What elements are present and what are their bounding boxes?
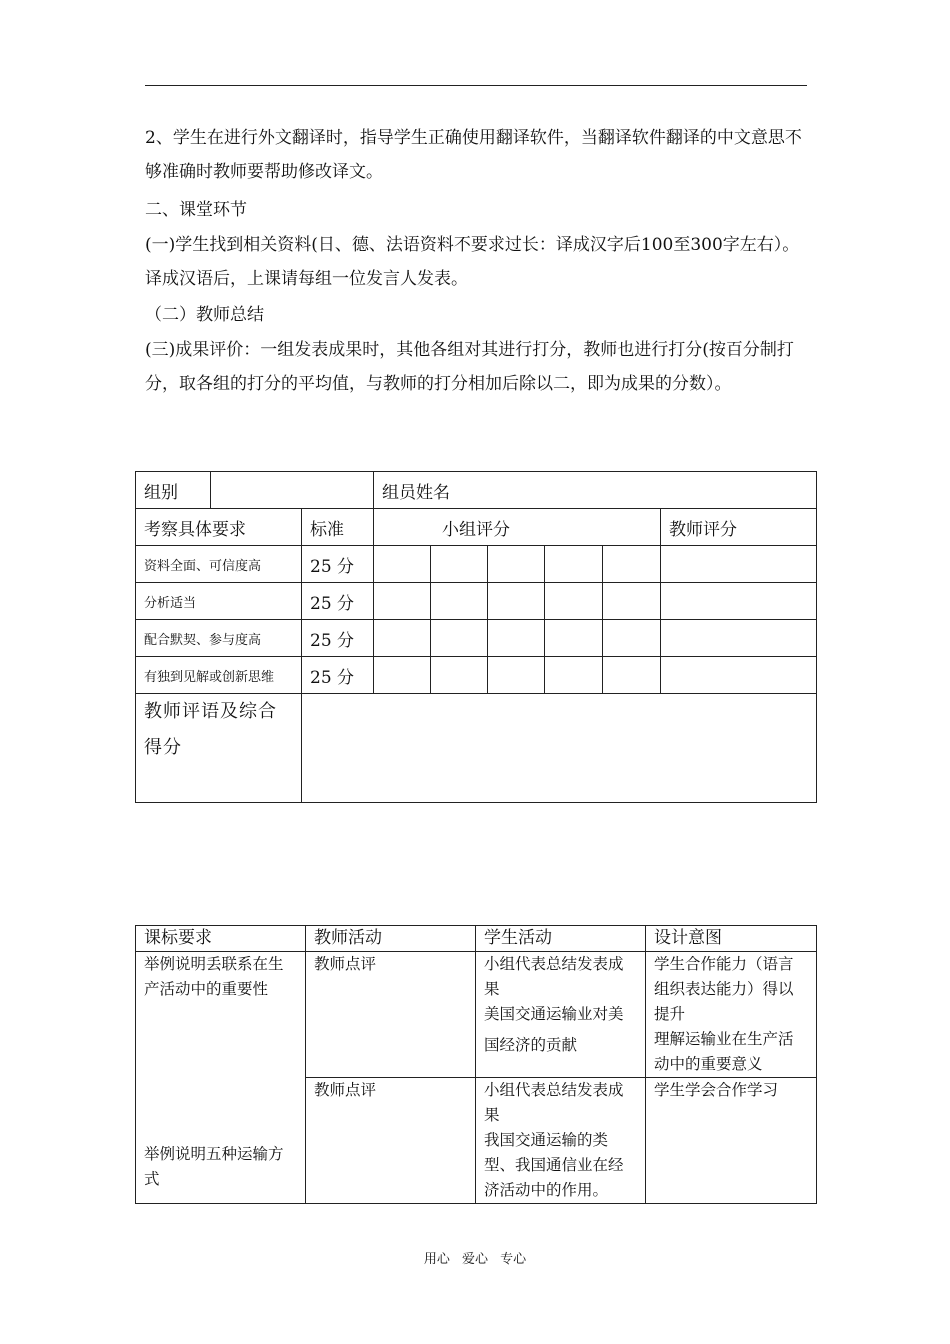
paragraph-step-one: (一)学生找到相关资料(日、德、法语资料不要求过长：译成汉字后100至300字左右）。译成汉语后，上课请每组一位发言人发表。 [145,235,800,289]
group-score-cell[interactable] [431,620,488,657]
teacher-comment-cell[interactable] [302,694,817,803]
group-score-cell[interactable] [431,657,488,694]
student-activity-2-summary: 小组代表总结发表成果 [484,1081,624,1124]
header-rule [145,85,807,86]
teacher-score-cell[interactable] [661,583,817,620]
group-score-cell[interactable] [488,620,545,657]
group-score-cell[interactable] [488,657,545,694]
teacher-score-cell[interactable] [661,620,817,657]
group-score-cell[interactable] [545,657,603,694]
student-activity-1-topic: 美国交通运输业对美 [484,1005,624,1023]
group-score-cell[interactable] [603,583,661,620]
group-score-cell[interactable] [603,546,661,583]
lesson-plan-table [135,925,817,1204]
standard-header: 标准 [302,509,374,546]
header-student-activity: 学生活动 [476,926,646,952]
group-score-cell[interactable] [545,546,603,583]
header-standard-requirement: 课标要求 [136,926,306,952]
paragraph-step-three: (三)成果评价：一组发表成果时，其他各组对其进行打分，教师也进行打分(按百分制打分，取各组的打分的平均值，与教师的打分相加后除以二，即为成果的分数）。 [145,340,794,394]
requirements-header: 考察具体要求 [136,509,302,546]
teacher-score-cell[interactable] [661,546,817,583]
requirement-importance: 举例说明丢联系在生产活动中的重要性 [144,955,284,998]
teacher-score-cell[interactable] [661,657,817,694]
design-intent-1-understanding: 理解运输业在生产活动中的重要意义 [654,1030,794,1073]
student-activity-2 [476,1078,646,1204]
requirements-cell [136,952,306,1204]
group-score-cell[interactable] [374,620,431,657]
teacher-comment-label: 教师评语及综合得分 [136,694,302,803]
group-score-cell[interactable] [431,583,488,620]
criterion-label: 有独到见解或创新思维 [136,657,302,694]
student-activity-2-topic: 我国交通运输的类型、我国通信业在经济活动中的作用。 [484,1131,624,1199]
group-score-cell[interactable] [603,657,661,694]
criterion-standard: 25 分 [302,583,374,620]
design-intent-1 [646,952,817,1078]
student-activity-1-topic-cont: 国经济的贡献 [484,1036,578,1054]
group-score-cell[interactable] [374,583,431,620]
paragraph-step-two: （二）教师总结 [145,305,264,325]
criterion-row [136,620,817,657]
group-score-cell[interactable] [603,620,661,657]
criterion-label: 分析适当 [136,583,302,620]
teacher-score-header: 教师评分 [661,509,817,546]
design-intent-1-ability: 学生合作能力（语言组织表达能力）得以提升 [654,955,794,1023]
criterion-row [136,583,817,620]
group-score-cell[interactable] [488,583,545,620]
criterion-label: 资料全面、可信度高 [136,546,302,583]
header-design-intent: 设计意图 [646,926,817,952]
requirement-transport-modes: 举例说明五种运输方式 [144,1145,284,1188]
paragraph-translation-guidance: 2、学生在进行外文翻译时，指导学生正确使用翻译软件，当翻译软件翻译的中文意思不够准确时教师要帮助修改译文。 [145,128,802,182]
group-label: 组别 [136,472,211,509]
group-score-cell[interactable] [488,546,545,583]
criterion-label: 配合默契、参与度高 [136,620,302,657]
group-score-cell[interactable] [374,546,431,583]
student-activity-1-summary: 小组代表总结发表成果 [484,955,624,998]
group-score-cell[interactable] [545,620,603,657]
group-score-header: 小组评分 [374,509,661,546]
score-table [135,471,817,803]
design-intent-2: 学生学会合作学习 [646,1078,817,1204]
group-score-cell[interactable] [545,583,603,620]
teacher-activity-2: 教师点评 [306,1078,476,1204]
criterion-row [136,546,817,583]
group-value-cell[interactable] [211,472,374,509]
header-teacher-activity: 教师活动 [306,926,476,952]
criterion-standard: 25 分 [302,657,374,694]
section-heading-classroom: 二、课堂环节 [145,200,247,220]
members-label: 组员姓名 [374,472,817,509]
teacher-activity-1: 教师点评 [306,952,476,1078]
student-activity-1 [476,952,646,1078]
criterion-standard: 25 分 [302,546,374,583]
criterion-standard: 25 分 [302,620,374,657]
criterion-row [136,657,817,694]
page-footer: 用心 爱心 专心 [423,1252,527,1267]
group-score-cell[interactable] [431,546,488,583]
group-score-cell[interactable] [374,657,431,694]
